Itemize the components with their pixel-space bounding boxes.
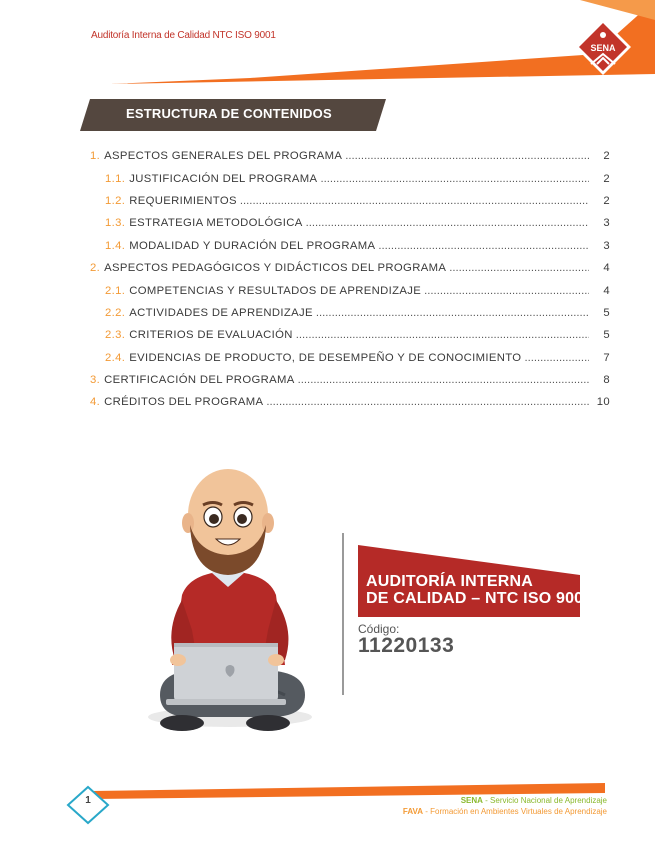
- toc-entry-number: 2.2.: [105, 306, 126, 319]
- toc-leader-dots: [306, 217, 589, 229]
- toc-entry-label: JUSTIFICACIÓN DEL PROGRAMA: [129, 172, 318, 185]
- toc-leader-dots: [316, 307, 589, 319]
- toc-entry-number: 2.: [90, 262, 101, 275]
- section-title: ESTRUCTURA DE CONTENIDOS: [126, 106, 332, 121]
- footer-sena-name: SENA: [460, 796, 483, 805]
- code-value: 11220133: [358, 634, 455, 657]
- toc-entry[interactable]: [90, 324, 610, 346]
- toc-entry[interactable]: [90, 257, 610, 279]
- vertical-divider: [342, 533, 344, 695]
- toc-entry-label: CERTIFICACIÓN DEL PROGRAMA: [104, 374, 295, 387]
- toc-leader-dots: [296, 329, 589, 341]
- badge-line-1: AUDITORÍA INTERNA: [366, 573, 533, 590]
- toc-entry-page: 2: [603, 172, 610, 185]
- code-label: Código:: [358, 622, 400, 636]
- toc-entry[interactable]: [90, 145, 610, 167]
- toc-entry-page: 5: [603, 306, 610, 319]
- toc-entry-label: ACTIVIDADES DE APRENDIZAJE: [129, 306, 313, 319]
- toc-entry-number: 1.2.: [105, 194, 126, 207]
- toc-entry-page: 4: [603, 262, 610, 275]
- sena-logo-text: SENA: [590, 43, 616, 53]
- toc-entry-label: CRÉDITOS DEL PROGRAMA: [104, 396, 264, 409]
- toc-entry[interactable]: [90, 235, 610, 257]
- toc-leader-dots: [240, 195, 589, 207]
- header-decoration: [0, 0, 655, 90]
- toc-entry-page: 3: [603, 217, 610, 230]
- toc-entry-label: ASPECTOS PEDAGÓGICOS Y DIDÁCTICOS DEL PROGRAMA: [104, 262, 447, 275]
- toc-leader-dots: [345, 150, 589, 162]
- toc-entry-number: 2.4.: [105, 351, 126, 364]
- toc-leader-dots: [378, 240, 589, 252]
- program-badge: [366, 573, 592, 607]
- toc-entry[interactable]: [90, 391, 610, 413]
- toc-leader-dots: [449, 262, 589, 274]
- toc-entry[interactable]: [90, 279, 610, 301]
- toc-entry-number: 1.4.: [105, 239, 126, 252]
- toc-leader-dots: [266, 396, 589, 408]
- footer-fava-name: FAVA: [402, 807, 424, 816]
- toc-leader-dots: [298, 374, 589, 386]
- toc-entry[interactable]: [90, 369, 610, 391]
- page-number: 1: [85, 795, 91, 806]
- table-of-contents: [90, 145, 610, 414]
- toc-entry-number: 3.: [90, 374, 101, 387]
- toc-entry-label: MODALIDAD Y DURACIÓN DEL PROGRAMA: [129, 239, 376, 252]
- toc-entry-page: 3: [603, 239, 610, 252]
- toc-entry-page: 7: [603, 351, 610, 364]
- toc-entry-page: 2: [603, 150, 610, 163]
- toc-entry-page: 8: [603, 374, 610, 387]
- toc-entry[interactable]: [90, 167, 610, 189]
- toc-entry-number: 2.1.: [105, 284, 126, 297]
- badge-line-2: DE CALIDAD – NTC ISO 9001: [366, 590, 593, 607]
- man-with-laptop-illustration: [140, 455, 320, 745]
- toc-entry[interactable]: [90, 190, 610, 212]
- toc-entry-label: CRITERIOS DE EVALUACIÓN: [129, 329, 293, 342]
- toc-entry-number: 2.3.: [105, 329, 126, 342]
- toc-entry[interactable]: [90, 347, 610, 369]
- toc-entry-label: ESTRATEGIA METODOLÓGICA: [129, 217, 303, 230]
- footer-sena-text: - Servicio Nacional de Aprendizaje: [482, 796, 607, 805]
- toc-entry-page: 4: [603, 284, 610, 297]
- toc-entry[interactable]: [90, 302, 610, 324]
- toc-entry-page: 2: [603, 194, 610, 207]
- toc-entry-page: 5: [603, 329, 610, 342]
- toc-entry-number: 4.: [90, 396, 101, 409]
- toc-entry[interactable]: [90, 212, 610, 234]
- footer-fava-text: - Formación en Ambientes Virtuales de Aprendizaje: [423, 807, 607, 816]
- footer-sena: [461, 796, 607, 805]
- toc-entry-label: REQUERIMIENTOS: [129, 194, 237, 207]
- document-title: Auditoría Interna de Calidad NTC ISO 9001: [91, 30, 276, 41]
- toc-leader-dots: [524, 352, 589, 364]
- toc-entry-label: COMPETENCIAS Y RESULTADOS DE APRENDIZAJE: [129, 284, 422, 297]
- sena-logo-icon: [574, 18, 632, 76]
- footer-fava: [403, 807, 607, 816]
- toc-entry-number: 1.1.: [105, 172, 126, 185]
- toc-entry-number: 1.3.: [105, 217, 126, 230]
- toc-leader-dots: [320, 173, 589, 185]
- toc-entry-label: EVIDENCIAS DE PRODUCTO, DE DESEMPEÑO Y DE CONOCIMIENTO: [129, 351, 522, 364]
- toc-entry-number: 1.: [90, 150, 101, 163]
- toc-entry-label: ASPECTOS GENERALES DEL PROGRAMA: [104, 150, 343, 163]
- toc-entry-page: 10: [596, 396, 610, 409]
- toc-leader-dots: [424, 285, 589, 297]
